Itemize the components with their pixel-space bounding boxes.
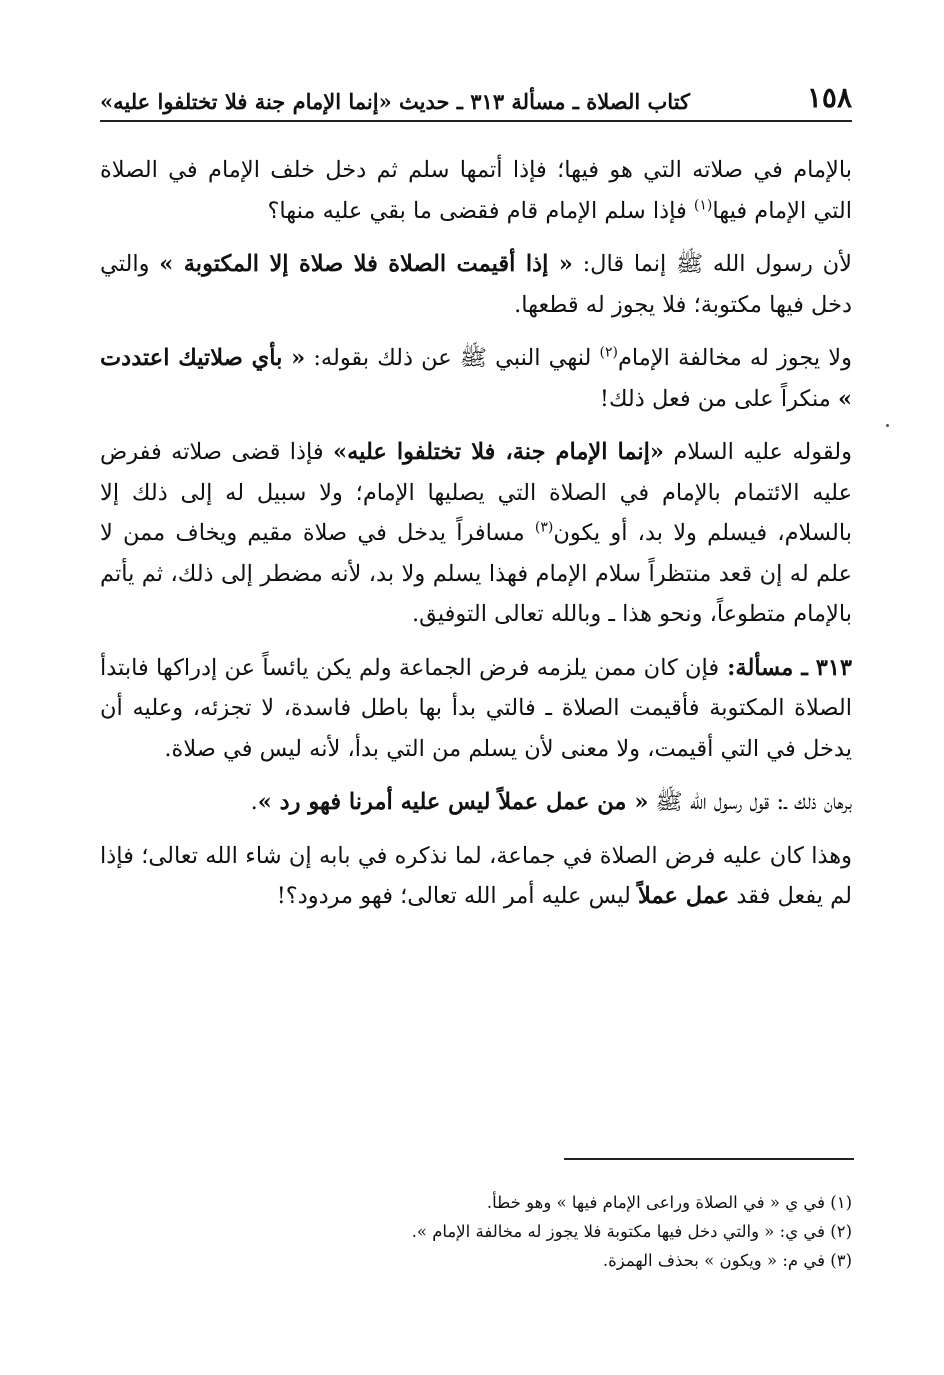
footnote-ref-3: (٣) xyxy=(534,519,554,536)
paragraph-2-text-a: لأن رسول الله ﷺ إنما قال: xyxy=(572,251,853,277)
paragraph-2 xyxy=(100,244,852,325)
footnote-2: (٢) في ي: « والتي دخل فيها مكتوبة فلا يجوز له مخالفة الإمام ». xyxy=(411,1222,852,1241)
paragraph-5 xyxy=(100,648,852,770)
paragraph-2-text-b: والتي دخل فيها مكتوبة؛ فلا يجوز له قطعها. xyxy=(100,251,852,318)
issue-label: ٣١٣ ـ مسألة: xyxy=(719,654,853,681)
footnote-divider xyxy=(564,1158,854,1160)
footnote-3: (٣) في م: « ويكون » بحذف الهمزة. xyxy=(602,1251,852,1270)
paragraph-1-text-b: فإذا سلم الإمام قام فقضى ما بقي عليه منها؟ xyxy=(267,197,694,224)
paragraph-3 xyxy=(100,338,852,419)
paragraph-4-text-b: فإذا قضى صلاته ففرض عليه الائتمام بالإمام في الصلاة التي يصليها الإمام؛ ولا سبيل له إلى ذلك إلا بالسلام، فيسلم ولا بد، أو يكون xyxy=(100,439,853,546)
hadith-quote-1: « إذا أقيمت الصلاة فلا صلاة إلا المكتوبة » xyxy=(159,251,573,277)
paragraph-7-bold: عمل عملاً xyxy=(638,883,730,909)
paragraph-6-text-b: . xyxy=(250,789,258,815)
paragraph-4-text-a: ولقوله عليه السلام xyxy=(663,439,852,465)
running-title: كتاب الصلاة ـ مسألة ٣١٣ ـ حديث «إنما الإمام جنة فلا تختلفوا عليه» xyxy=(100,89,691,114)
paragraph-1 xyxy=(100,150,852,231)
paragraph-4-text-c: مسافراً يدخل في صلاة مقيم ويخاف ممن لا علم له إن قعد منتظراً سلام الإمام فهذا يسلم ولا بد، لأنه مضطر إلى ذلك، ثم يأتم بالإمام متطوعاً، ونحو هذا ـ وبالله تعالى التوفيق. xyxy=(100,520,852,627)
paragraph-1-text-a: بالإمام في صلاته التي هو فيها؛ فإذا أتمها سلم ثم دخل خلف الإمام في الصلاة التي الإمام فيها xyxy=(100,157,852,224)
footnote-ref-1: (١) xyxy=(693,197,713,213)
footnote-ref-2: (٢) xyxy=(599,344,618,361)
paragraph-7-text-a: وهذا كان عليه فرض الصلاة في جماعة، لما نذكره في بابه إن شاء الله تعالى؛ فإذا لم يفعل فقد xyxy=(100,842,852,909)
main-text xyxy=(100,150,852,930)
page-header xyxy=(100,66,852,122)
paragraph-5-text: فإن كان ممن يلزمه فرض الجماعة ولم يكن يائساً عن إدراكها فابتدأ الصلاة المكتوبة فأقيمت الصلاة ـ فالتي بدأ بها باطل فاسدة، لا تجزئه، وعليه أن يدخل في التي أقيمت، ولا معنى لأن يسلم من التي بدأ، لأنه ليس في صلاة. xyxy=(100,654,852,762)
paragraph-7-text-b: ليس عليه أمر الله تعالى؛ فهو مردود؟! xyxy=(276,883,639,909)
hadith-quote-3: «إنما الإمام جنة، فلا تختلفوا عليه» xyxy=(333,439,664,465)
paragraph-4 xyxy=(100,432,852,635)
paragraph-6 xyxy=(100,782,852,823)
paragraph-6-text-a: برهان ذلك ـ: قول رسول الله ﷺ xyxy=(648,789,852,815)
hadith-quote-4: « من عمل عملاً ليس عليه أمرنا فهو رد » xyxy=(257,789,649,815)
paragraph-7 xyxy=(100,836,852,917)
hadith-quote-2: « بأي صلاتيك اعتددت » xyxy=(100,345,852,412)
paragraph-3-text-b: لنهي النبي ﷺ عن ذلك بقوله: xyxy=(305,345,600,371)
footnote-1: (١) في ي « في الصلاة وراعى الإمام فيها » وهو خطأ. xyxy=(486,1193,852,1212)
paragraph-3-text-a: ولا يجوز له مخالفة الإمام xyxy=(618,345,852,371)
page-number: ١٥٨ xyxy=(806,81,852,114)
paragraph-3-text-c: منكراً على من فعل ذلك! xyxy=(599,385,838,412)
margin-dot xyxy=(886,424,889,427)
footnotes xyxy=(100,1188,852,1275)
